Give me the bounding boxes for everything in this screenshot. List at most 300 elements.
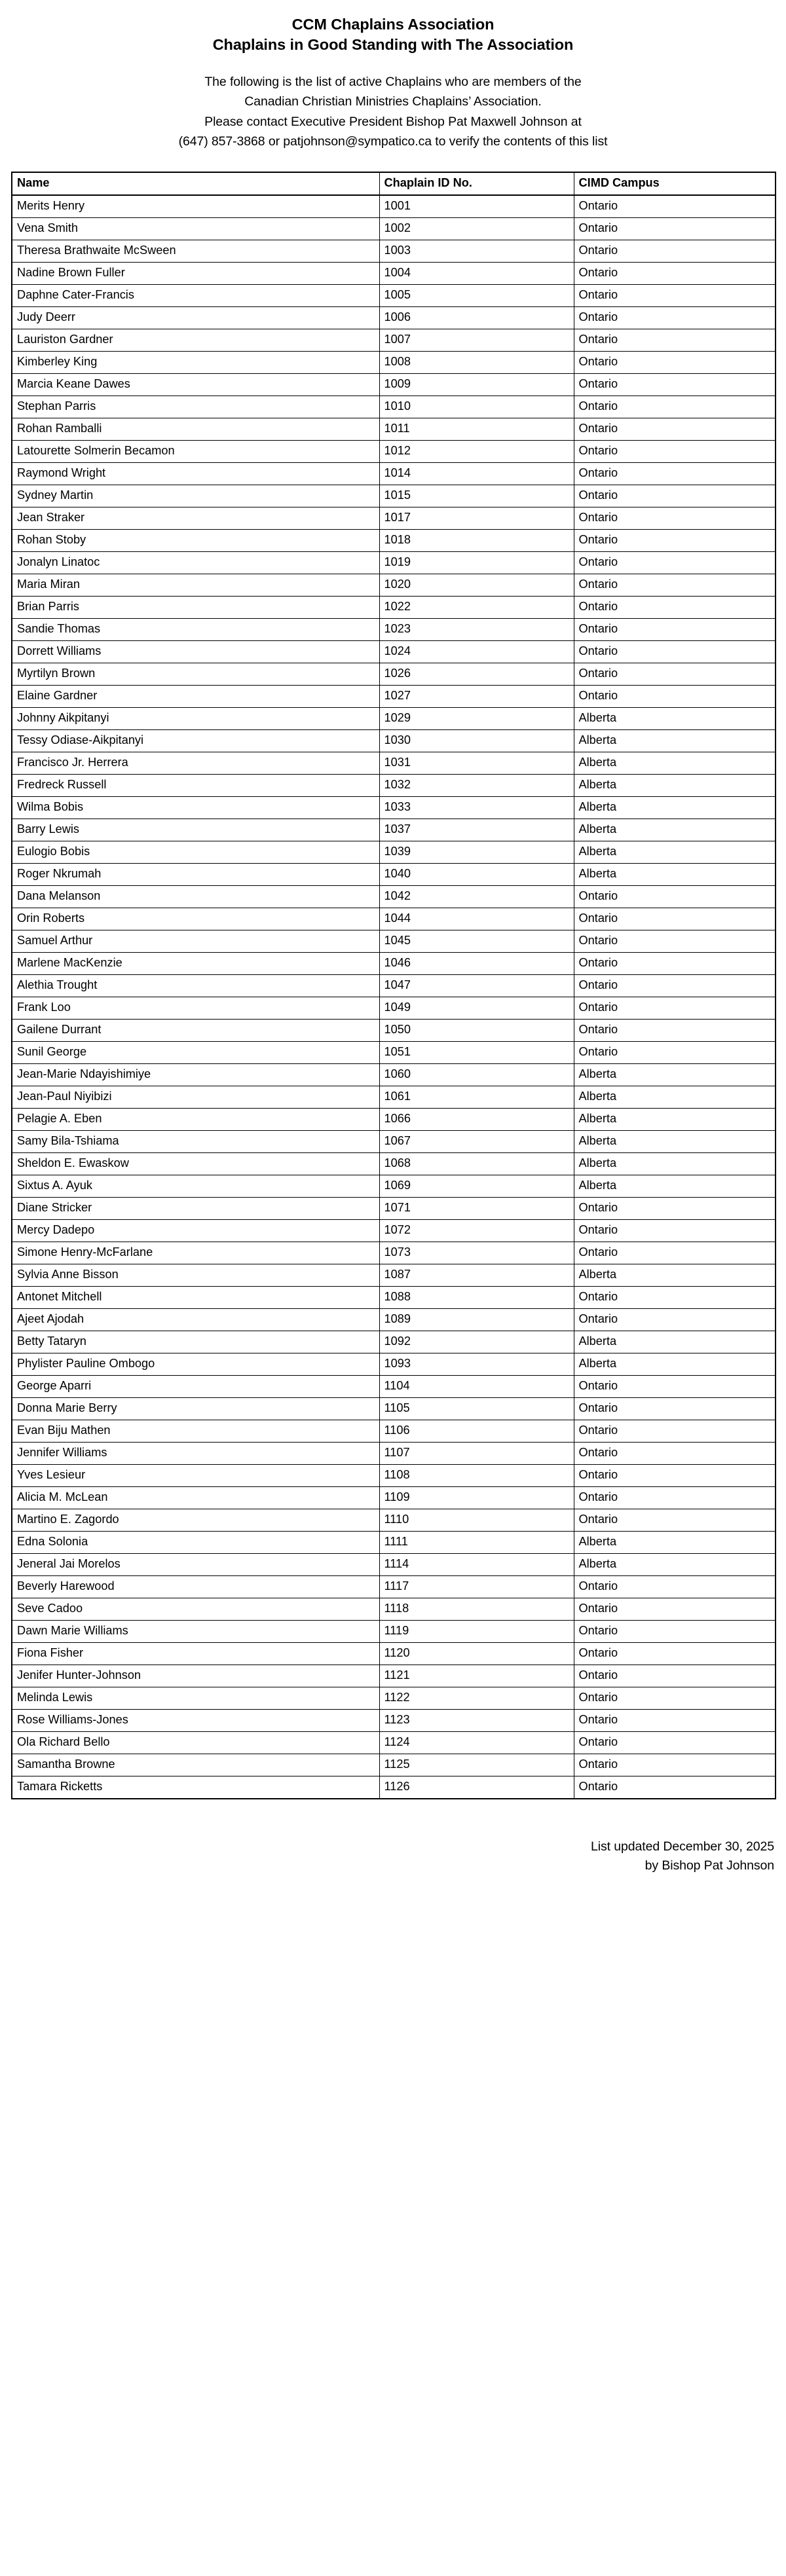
cell-chaplain-id: 1002 — [379, 217, 574, 240]
table-row — [12, 1264, 776, 1286]
cell-cimd-campus: Ontario — [574, 1420, 776, 1442]
cell-cimd-campus: Ontario — [574, 685, 776, 707]
cell-cimd-campus: Alberta — [574, 1063, 776, 1086]
cell-name: Myrtilyn Brown — [12, 663, 379, 685]
cell-name: Dana Melanson — [12, 885, 379, 908]
cell-name: Judy Deerr — [12, 306, 379, 329]
cell-cimd-campus: Ontario — [574, 1665, 776, 1687]
cell-name: Johnny Aikpitanyi — [12, 707, 379, 729]
table-body — [12, 195, 776, 1799]
cell-name: Samuel Arthur — [12, 930, 379, 952]
cell-chaplain-id: 1039 — [379, 841, 574, 863]
cell-chaplain-id: 1012 — [379, 440, 574, 462]
table-row — [12, 596, 776, 618]
cell-chaplain-id: 1106 — [379, 1420, 574, 1442]
table-row — [12, 752, 776, 774]
cell-chaplain-id: 1123 — [379, 1709, 574, 1731]
cell-chaplain-id: 1007 — [379, 329, 574, 351]
cell-cimd-campus: Alberta — [574, 1152, 776, 1175]
table-row — [12, 1219, 776, 1242]
cell-cimd-campus: Ontario — [574, 262, 776, 284]
cell-chaplain-id: 1018 — [379, 529, 574, 551]
cell-cimd-campus: Ontario — [574, 974, 776, 997]
table-row — [12, 1442, 776, 1464]
cell-name: Sheldon E. Ewaskow — [12, 1152, 379, 1175]
cell-name: Tamara Ricketts — [12, 1776, 379, 1799]
cell-cimd-campus: Ontario — [574, 618, 776, 640]
cell-name: Vena Smith — [12, 217, 379, 240]
cell-name: Samantha Browne — [12, 1754, 379, 1776]
table-row — [12, 1086, 776, 1108]
cell-chaplain-id: 1051 — [379, 1041, 574, 1063]
cell-name: Diane Stricker — [12, 1197, 379, 1219]
cell-cimd-campus: Alberta — [574, 752, 776, 774]
table-row — [12, 618, 776, 640]
table-row — [12, 1019, 776, 1041]
cell-cimd-campus: Ontario — [574, 952, 776, 974]
cell-name: Marcia Keane Dawes — [12, 373, 379, 396]
cell-name: Marlene MacKenzie — [12, 952, 379, 974]
table-row — [12, 240, 776, 262]
table-row — [12, 1353, 776, 1375]
cell-cimd-campus: Alberta — [574, 796, 776, 819]
table-row — [12, 396, 776, 418]
intro-paragraph — [0, 72, 786, 152]
cell-chaplain-id: 1045 — [379, 930, 574, 952]
cell-chaplain-id: 1107 — [379, 1442, 574, 1464]
cell-name: Jenifer Hunter-Johnson — [12, 1665, 379, 1687]
cell-name: Ajeet Ajodah — [12, 1308, 379, 1331]
cell-chaplain-id: 1026 — [379, 663, 574, 685]
cell-chaplain-id: 1110 — [379, 1509, 574, 1531]
cell-name: Tessy Odiase-Aikpitanyi — [12, 729, 379, 752]
cell-chaplain-id: 1044 — [379, 908, 574, 930]
cell-name: Dorrett Williams — [12, 640, 379, 663]
table-row — [12, 729, 776, 752]
cell-cimd-campus: Alberta — [574, 1130, 776, 1152]
cell-name: Martino E. Zagordo — [12, 1509, 379, 1531]
cell-chaplain-id: 1121 — [379, 1665, 574, 1687]
table-row — [12, 974, 776, 997]
cell-cimd-campus: Ontario — [574, 396, 776, 418]
table-row — [12, 908, 776, 930]
table-row — [12, 1197, 776, 1219]
cell-name: Theresa Brathwaite McSween — [12, 240, 379, 262]
table-row — [12, 819, 776, 841]
table-row — [12, 1286, 776, 1308]
cell-chaplain-id: 1003 — [379, 240, 574, 262]
cell-chaplain-id: 1069 — [379, 1175, 574, 1197]
table-row — [12, 952, 776, 974]
table-row — [12, 418, 776, 440]
table-row — [12, 1553, 776, 1575]
cell-name: Raymond Wright — [12, 462, 379, 485]
cell-name: Evan Biju Mathen — [12, 1420, 379, 1442]
cell-name: Brian Parris — [12, 596, 379, 618]
cell-cimd-campus: Ontario — [574, 306, 776, 329]
table-row — [12, 796, 776, 819]
table-row — [12, 574, 776, 596]
cell-cimd-campus: Ontario — [574, 195, 776, 218]
cell-name: Rohan Ramballi — [12, 418, 379, 440]
table-row — [12, 1108, 776, 1130]
cell-chaplain-id: 1030 — [379, 729, 574, 752]
cell-cimd-campus: Ontario — [574, 1397, 776, 1420]
cell-name: Melinda Lewis — [12, 1687, 379, 1709]
table-row — [12, 774, 776, 796]
table-row — [12, 351, 776, 373]
cell-name: Elaine Gardner — [12, 685, 379, 707]
cell-chaplain-id: 1015 — [379, 485, 574, 507]
document-footer — [0, 1837, 786, 1876]
cell-chaplain-id: 1050 — [379, 1019, 574, 1041]
table-row — [12, 841, 776, 863]
table-row — [12, 440, 776, 462]
table-row — [12, 707, 776, 729]
cell-chaplain-id: 1011 — [379, 418, 574, 440]
cell-chaplain-id: 1049 — [379, 997, 574, 1019]
table-row — [12, 1464, 776, 1486]
cell-name: Ola Richard Bello — [12, 1731, 379, 1754]
column-header-chaplain-id: Chaplain ID No. — [379, 172, 574, 195]
cell-cimd-campus: Ontario — [574, 485, 776, 507]
cell-name: Donna Marie Berry — [12, 1397, 379, 1420]
chaplains-roster-table — [11, 172, 776, 1799]
table-row — [12, 529, 776, 551]
cell-cimd-campus: Ontario — [574, 1308, 776, 1331]
table-row — [12, 1152, 776, 1175]
table-row — [12, 217, 776, 240]
cell-cimd-campus: Alberta — [574, 863, 776, 885]
cell-name: Seve Cadoo — [12, 1598, 379, 1620]
cell-cimd-campus: Ontario — [574, 1620, 776, 1642]
cell-cimd-campus: Ontario — [574, 373, 776, 396]
cell-cimd-campus: Ontario — [574, 1197, 776, 1219]
table-row — [12, 551, 776, 574]
cell-name: Mercy Dadepo — [12, 1219, 379, 1242]
cell-name: Sylvia Anne Bisson — [12, 1264, 379, 1286]
cell-chaplain-id: 1105 — [379, 1397, 574, 1420]
cell-cimd-campus: Ontario — [574, 284, 776, 306]
cell-chaplain-id: 1029 — [379, 707, 574, 729]
cell-cimd-campus: Alberta — [574, 729, 776, 752]
cell-name: Barry Lewis — [12, 819, 379, 841]
cell-cimd-campus: Ontario — [574, 440, 776, 462]
cell-name: Phylister Pauline Ombogo — [12, 1353, 379, 1375]
cell-chaplain-id: 1046 — [379, 952, 574, 974]
cell-chaplain-id: 1031 — [379, 752, 574, 774]
cell-cimd-campus: Ontario — [574, 997, 776, 1019]
table-row — [12, 1397, 776, 1420]
cell-chaplain-id: 1117 — [379, 1575, 574, 1598]
intro-line-2: Canadian Christian Ministries Chaplains’ Association. — [244, 94, 542, 109]
cell-cimd-campus: Ontario — [574, 507, 776, 529]
cell-cimd-campus: Ontario — [574, 1464, 776, 1486]
cell-cimd-campus: Ontario — [574, 908, 776, 930]
table-row — [12, 1620, 776, 1642]
cell-cimd-campus: Ontario — [574, 1442, 776, 1464]
cell-name: Edna Solonia — [12, 1531, 379, 1553]
cell-cimd-campus: Alberta — [574, 1331, 776, 1353]
cell-name: Simone Henry-McFarlane — [12, 1242, 379, 1264]
cell-cimd-campus: Alberta — [574, 1264, 776, 1286]
cell-chaplain-id: 1119 — [379, 1620, 574, 1642]
table-row — [12, 863, 776, 885]
cell-cimd-campus: Ontario — [574, 1575, 776, 1598]
cell-name: Lauriston Gardner — [12, 329, 379, 351]
cell-name: Jean-Marie Ndayishimiye — [12, 1063, 379, 1086]
cell-chaplain-id: 1087 — [379, 1264, 574, 1286]
cell-cimd-campus: Ontario — [574, 1754, 776, 1776]
cell-chaplain-id: 1093 — [379, 1353, 574, 1375]
roster-table-wrapper — [11, 172, 775, 1799]
cell-chaplain-id: 1088 — [379, 1286, 574, 1308]
cell-chaplain-id: 1032 — [379, 774, 574, 796]
footer-updated-line: List updated December 30, 2025 — [591, 1839, 774, 1854]
cell-name: Roger Nkrumah — [12, 863, 379, 885]
cell-chaplain-id: 1122 — [379, 1687, 574, 1709]
cell-chaplain-id: 1017 — [379, 507, 574, 529]
cell-chaplain-id: 1067 — [379, 1130, 574, 1152]
cell-cimd-campus: Ontario — [574, 1019, 776, 1041]
cell-chaplain-id: 1089 — [379, 1308, 574, 1331]
table-row — [12, 1175, 776, 1197]
cell-chaplain-id: 1005 — [379, 284, 574, 306]
table-row — [12, 1509, 776, 1531]
cell-cimd-campus: Ontario — [574, 1776, 776, 1799]
table-row — [12, 663, 776, 685]
cell-cimd-campus: Ontario — [574, 930, 776, 952]
table-row — [12, 306, 776, 329]
cell-cimd-campus: Ontario — [574, 1375, 776, 1397]
cell-chaplain-id: 1072 — [379, 1219, 574, 1242]
page-title-line-1: CCM Chaplains Association — [291, 16, 495, 33]
table-row — [12, 195, 776, 218]
cell-name: Rohan Stoby — [12, 529, 379, 551]
table-head — [12, 172, 776, 195]
table-row — [12, 1063, 776, 1086]
table-row — [12, 1754, 776, 1776]
cell-cimd-campus: Alberta — [574, 707, 776, 729]
cell-chaplain-id: 1027 — [379, 685, 574, 707]
cell-chaplain-id: 1109 — [379, 1486, 574, 1509]
cell-name: Fiona Fisher — [12, 1642, 379, 1665]
table-row — [12, 1731, 776, 1754]
column-header-name: Name — [12, 172, 379, 195]
cell-name: Jennifer Williams — [12, 1442, 379, 1464]
cell-name: Eulogio Bobis — [12, 841, 379, 863]
table-row — [12, 640, 776, 663]
cell-cimd-campus: Alberta — [574, 1531, 776, 1553]
cell-chaplain-id: 1068 — [379, 1152, 574, 1175]
cell-cimd-campus: Ontario — [574, 663, 776, 685]
cell-cimd-campus: Ontario — [574, 1242, 776, 1264]
cell-chaplain-id: 1125 — [379, 1754, 574, 1776]
page-title-line-2: Chaplains in Good Standing with The Association — [212, 36, 574, 54]
cell-name: Jonalyn Linatoc — [12, 551, 379, 574]
cell-chaplain-id: 1001 — [379, 195, 574, 218]
table-row — [12, 1486, 776, 1509]
cell-cimd-campus: Ontario — [574, 640, 776, 663]
cell-cimd-campus: Ontario — [574, 1219, 776, 1242]
cell-name: Jean Straker — [12, 507, 379, 529]
table-row — [12, 1331, 776, 1353]
cell-cimd-campus: Ontario — [574, 1041, 776, 1063]
cell-cimd-campus: Alberta — [574, 1108, 776, 1130]
cell-cimd-campus: Ontario — [574, 418, 776, 440]
intro-line-1: The following is the list of active Chaplains who are members of the — [204, 75, 582, 90]
cell-cimd-campus: Alberta — [574, 819, 776, 841]
table-row — [12, 1242, 776, 1264]
cell-cimd-campus: Alberta — [574, 774, 776, 796]
table-row — [12, 1531, 776, 1553]
cell-chaplain-id: 1022 — [379, 596, 574, 618]
cell-name: George Aparri — [12, 1375, 379, 1397]
cell-chaplain-id: 1108 — [379, 1464, 574, 1486]
cell-cimd-campus: Alberta — [574, 1553, 776, 1575]
cell-name: Yves Lesieur — [12, 1464, 379, 1486]
cell-cimd-campus: Ontario — [574, 1642, 776, 1665]
intro-line-3: Please contact Executive President Bishop Pat Maxwell Johnson at — [204, 114, 582, 129]
table-row — [12, 1041, 776, 1063]
table-row — [12, 930, 776, 952]
table-row — [12, 1665, 776, 1687]
cell-name: Frank Loo — [12, 997, 379, 1019]
table-row — [12, 1687, 776, 1709]
cell-chaplain-id: 1040 — [379, 863, 574, 885]
cell-name: Merits Henry — [12, 195, 379, 218]
cell-name: Beverly Harewood — [12, 1575, 379, 1598]
cell-chaplain-id: 1008 — [379, 351, 574, 373]
cell-name: Sandie Thomas — [12, 618, 379, 640]
cell-name: Nadine Brown Fuller — [12, 262, 379, 284]
cell-chaplain-id: 1118 — [379, 1598, 574, 1620]
table-row — [12, 1130, 776, 1152]
cell-cimd-campus: Ontario — [574, 1731, 776, 1754]
table-row — [12, 1375, 776, 1397]
cell-name: Sydney Martin — [12, 485, 379, 507]
cell-name: Pelagie A. Eben — [12, 1108, 379, 1130]
cell-cimd-campus: Ontario — [574, 1509, 776, 1531]
cell-name: Samy Bila-Tshiama — [12, 1130, 379, 1152]
cell-name: Dawn Marie Williams — [12, 1620, 379, 1642]
cell-chaplain-id: 1120 — [379, 1642, 574, 1665]
table-row — [12, 1776, 776, 1799]
cell-chaplain-id: 1006 — [379, 306, 574, 329]
cell-chaplain-id: 1004 — [379, 262, 574, 284]
cell-chaplain-id: 1104 — [379, 1375, 574, 1397]
table-row — [12, 1308, 776, 1331]
table-row — [12, 685, 776, 707]
cell-name: Maria Miran — [12, 574, 379, 596]
cell-chaplain-id: 1020 — [379, 574, 574, 596]
cell-chaplain-id: 1071 — [379, 1197, 574, 1219]
cell-cimd-campus: Ontario — [574, 1286, 776, 1308]
cell-chaplain-id: 1010 — [379, 396, 574, 418]
cell-cimd-campus: Ontario — [574, 529, 776, 551]
cell-cimd-campus: Ontario — [574, 1486, 776, 1509]
cell-name: Latourette Solmerin Becamon — [12, 440, 379, 462]
table-row — [12, 1642, 776, 1665]
cell-cimd-campus: Ontario — [574, 1598, 776, 1620]
footer-author-line: by Bishop Pat Johnson — [645, 1858, 774, 1873]
cell-name: Daphne Cater-Francis — [12, 284, 379, 306]
cell-chaplain-id: 1047 — [379, 974, 574, 997]
table-header-row — [12, 172, 776, 195]
cell-name: Kimberley King — [12, 351, 379, 373]
cell-chaplain-id: 1073 — [379, 1242, 574, 1264]
cell-chaplain-id: 1092 — [379, 1331, 574, 1353]
table-row — [12, 885, 776, 908]
cell-name: Rose Williams-Jones — [12, 1709, 379, 1731]
table-row — [12, 262, 776, 284]
table-row — [12, 1709, 776, 1731]
cell-cimd-campus: Ontario — [574, 596, 776, 618]
cell-cimd-campus: Ontario — [574, 885, 776, 908]
cell-chaplain-id: 1114 — [379, 1553, 574, 1575]
cell-name: Wilma Bobis — [12, 796, 379, 819]
cell-cimd-campus: Alberta — [574, 1086, 776, 1108]
cell-chaplain-id: 1042 — [379, 885, 574, 908]
cell-cimd-campus: Ontario — [574, 462, 776, 485]
cell-name: Antonet Mitchell — [12, 1286, 379, 1308]
cell-chaplain-id: 1023 — [379, 618, 574, 640]
cell-name: Sixtus A. Ayuk — [12, 1175, 379, 1197]
table-row — [12, 284, 776, 306]
cell-name: Jeneral Jai Morelos — [12, 1553, 379, 1575]
document-header — [0, 0, 786, 152]
cell-name: Francisco Jr. Herrera — [12, 752, 379, 774]
cell-chaplain-id: 1019 — [379, 551, 574, 574]
cell-cimd-campus: Ontario — [574, 1709, 776, 1731]
cell-name: Jean-Paul Niyibizi — [12, 1086, 379, 1108]
cell-cimd-campus: Alberta — [574, 841, 776, 863]
cell-cimd-campus: Ontario — [574, 329, 776, 351]
column-header-cimd-campus: CIMD Campus — [574, 172, 776, 195]
table-row — [12, 1420, 776, 1442]
cell-cimd-campus: Ontario — [574, 574, 776, 596]
cell-name: Gailene Durrant — [12, 1019, 379, 1041]
cell-name: Betty Tataryn — [12, 1331, 379, 1353]
cell-chaplain-id: 1033 — [379, 796, 574, 819]
table-row — [12, 329, 776, 351]
cell-chaplain-id: 1009 — [379, 373, 574, 396]
cell-cimd-campus: Ontario — [574, 1687, 776, 1709]
cell-cimd-campus: Alberta — [574, 1175, 776, 1197]
cell-name: Alethia Trought — [12, 974, 379, 997]
cell-chaplain-id: 1066 — [379, 1108, 574, 1130]
cell-cimd-campus: Alberta — [574, 1353, 776, 1375]
cell-cimd-campus: Ontario — [574, 240, 776, 262]
cell-cimd-campus: Ontario — [574, 351, 776, 373]
intro-line-4: (647) 857-3868 or patjohnson@sympatico.ca to verify the contents of this list — [178, 134, 608, 149]
cell-name: Orin Roberts — [12, 908, 379, 930]
cell-chaplain-id: 1014 — [379, 462, 574, 485]
cell-name: Alicia M. McLean — [12, 1486, 379, 1509]
table-row — [12, 507, 776, 529]
table-row — [12, 485, 776, 507]
cell-chaplain-id: 1124 — [379, 1731, 574, 1754]
cell-name: Sunil George — [12, 1041, 379, 1063]
cell-cimd-campus: Ontario — [574, 551, 776, 574]
cell-chaplain-id: 1126 — [379, 1776, 574, 1799]
table-row — [12, 373, 776, 396]
cell-name: Stephan Parris — [12, 396, 379, 418]
cell-chaplain-id: 1111 — [379, 1531, 574, 1553]
table-row — [12, 1598, 776, 1620]
table-row — [12, 462, 776, 485]
table-row — [12, 1575, 776, 1598]
